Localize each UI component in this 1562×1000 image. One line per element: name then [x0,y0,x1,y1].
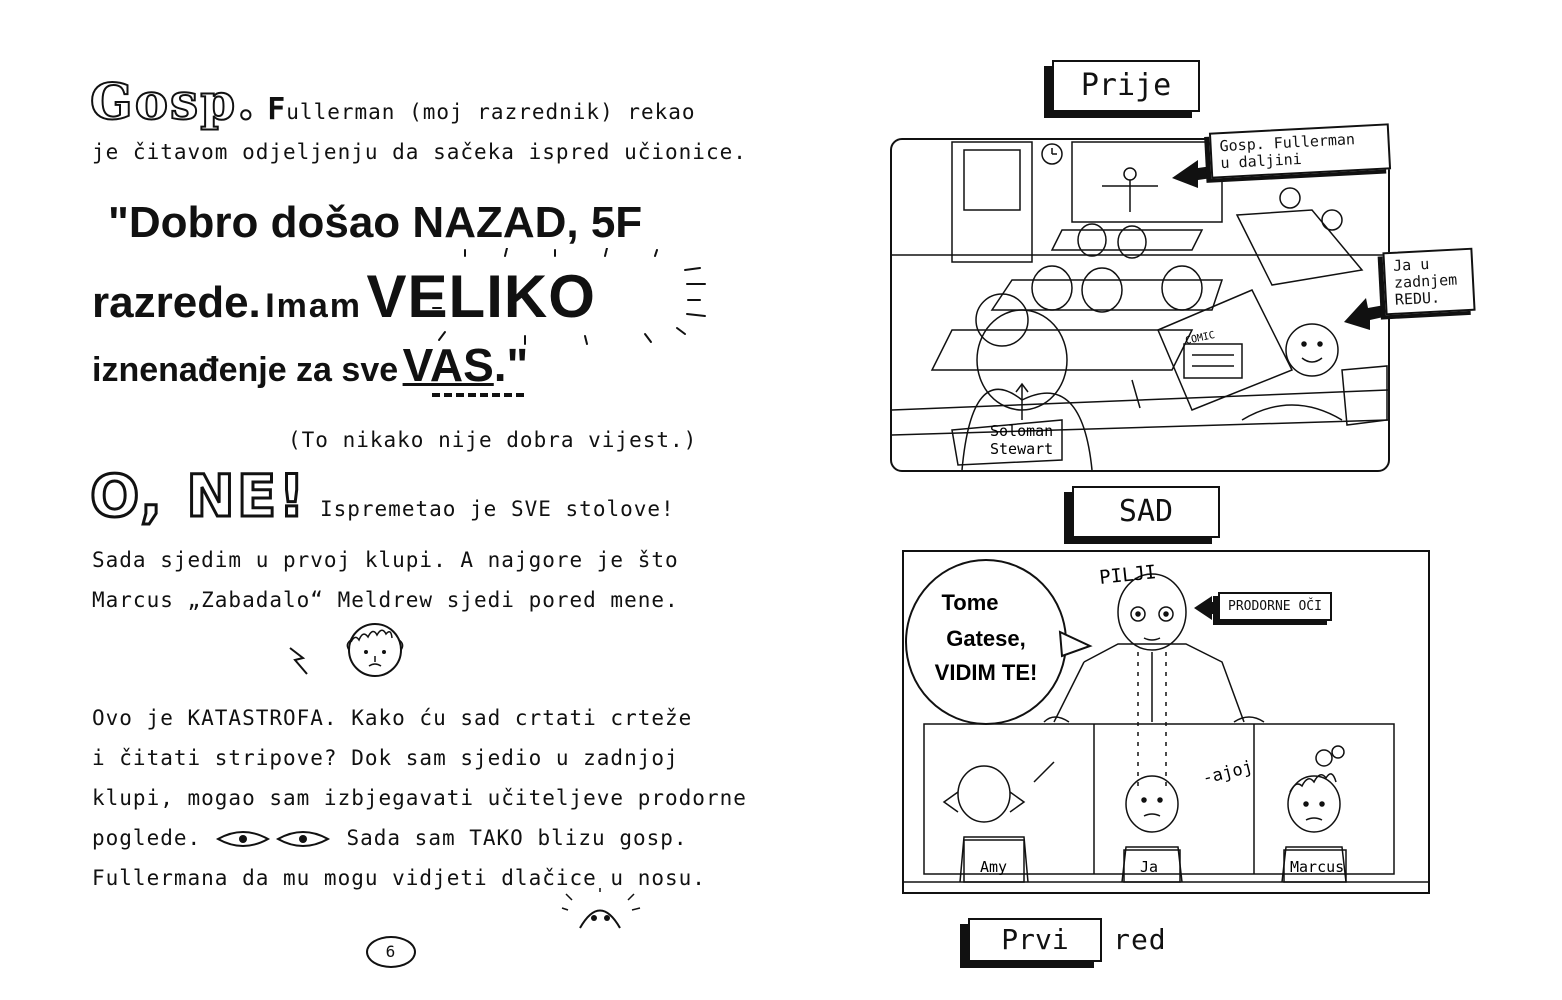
quote-line-1: "Dobro došao NAZAD, 5F [108,198,643,247]
speech-line-1: Tome [941,590,999,615]
classroom-now-illustration [904,552,1428,892]
soloman-label-2: Stewart [990,440,1054,458]
front-row-caption [968,918,1167,962]
para1-line-3: Marcus „Zabadalo“ Meldrew sjedi pored mene. [92,588,679,612]
quote-razrede: razrede. [92,278,261,327]
before-panel [890,138,1390,472]
intro-line-1-text: ullerman (moj razrednik) rekao [286,100,696,124]
para2-line-1: Ovo je KATASTROFA. Kako ću sad crtati crteže [92,706,693,730]
me-callout-line-2: zadnjem [1393,270,1458,292]
eyes-callout: PRODORNE OČI [1218,592,1332,621]
para2-line-5: Fullermana da mu mogu vidjeti dlačice u nosu. [92,866,706,890]
intro-line-1 [90,72,696,131]
para1-line-2: Sada sjedim u prvoj klupi. A najgore je što [92,548,679,572]
oh-no-line [90,462,675,530]
oh-no-exclamation: O, NE! [90,462,307,530]
speech-line-2: Gatese, [946,626,1026,651]
now-panel [902,550,1430,894]
para2-line-4 [92,826,688,850]
comic-title: COMIC [1184,329,1217,347]
ouch-text: -ajoj [1200,757,1255,789]
marcus-face-doodle [265,612,425,692]
soloman-label-1: Soloman [990,422,1054,440]
quote-iznenadenje: iznenađenje za sve [92,351,399,389]
big-letter-f: F [267,92,287,127]
vas-dashed-underline [430,390,530,400]
seat-label-marcus: Marcus [1290,858,1345,876]
page-number: 6 [366,936,416,968]
me-callout-line-1: Ja u [1392,254,1430,275]
quote-line-3 [92,338,528,392]
teacher-callout [1209,123,1391,178]
intro-line-2: je čitavom odjeljenju da sačeka ispred učionice. [92,140,747,164]
seat-label-me: Ja [1140,858,1159,876]
speech-line-3: VIDIM TE! [934,660,1038,685]
para1-line-1: Ispremetao je SVE stolove! [319,497,675,521]
before-label: Prije [1052,60,1200,112]
me-callout-line-3: REDU. [1394,288,1441,309]
teacher-callout-line-1: Gosp. Fullerman [1219,130,1356,156]
teacher-callout-line-2: u daljini [1220,149,1303,173]
para2-line-2: i čitati stripove? Dok sam sjedio u zadnjoj [92,746,679,770]
para2-line-4-start: poglede. [92,826,202,850]
para2-line-3: klupi, mogao sam izbjegavati učiteljeve prodorne [92,786,747,810]
para2-line-4-end: Sada sam TAKO blizu gosp. [346,826,688,850]
now-label: SAD [1072,486,1220,538]
front-row-suffix: red [1113,923,1167,956]
me-callout [1382,248,1475,316]
quote-vas: VAS [402,339,494,391]
gosp-title: Gosp. [90,72,257,131]
seat-label-amy: Amy [980,858,1008,876]
eyes-pointer-arrow [1192,594,1222,622]
front-row-label: Prvi [968,918,1102,962]
stare-text: PILJI [1098,561,1158,589]
eye-icon [215,828,333,850]
quote-veliko: VELIKO [366,263,596,330]
aside-note: (To nikako nije dobra vijest.) [288,428,698,452]
quote-imam: Imam [265,287,363,325]
classroom-before-illustration [892,140,1388,470]
quote-end: ." [493,339,529,391]
nose-hair-doodle [560,888,660,933]
